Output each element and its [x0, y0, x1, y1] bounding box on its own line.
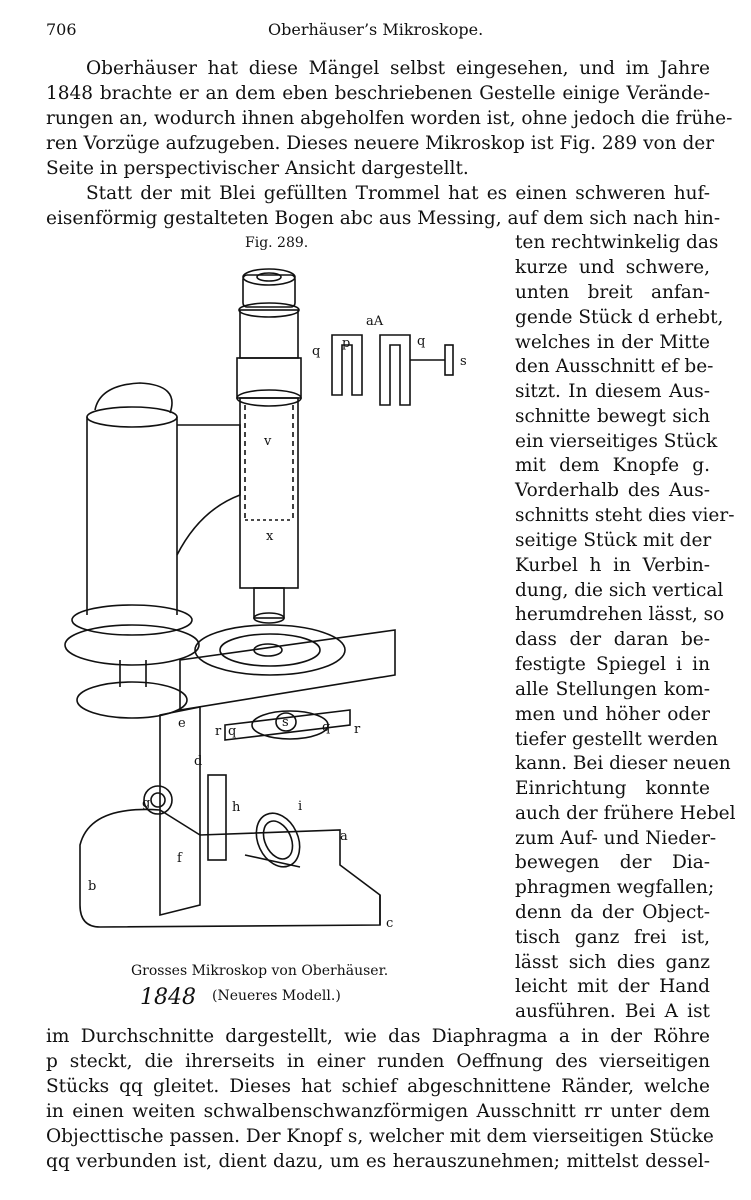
column-line: men und höher oder — [515, 704, 710, 725]
column-line: gende Stück d erhebt, — [515, 307, 724, 328]
column-line: unten breit anfan- — [515, 282, 710, 303]
text-line: Oberhäuser hat diese Mängel selbst eingesehen, und im Jahre — [86, 58, 710, 79]
label-d: d — [194, 754, 203, 769]
label-a: a — [340, 829, 348, 844]
microscope-illustration — [50, 255, 467, 955]
figure-label: Fig. 289. — [245, 235, 309, 251]
handwritten-note: 1848 — [140, 985, 196, 1010]
label-h: h — [232, 800, 241, 815]
label-b: b — [88, 879, 97, 894]
text-line: in einen weiten schwalbenschwanzförmigen Ausschnitt rr unter dem — [46, 1101, 710, 1122]
text-line: Statt der mit Blei gefüllten Trommel hat es einen schweren huf- — [86, 183, 710, 204]
column-line: ten rechtwinkelig das — [515, 232, 719, 253]
label-c: c — [386, 916, 394, 931]
column-line: dung, die sich vertical — [515, 580, 724, 601]
running-title: Oberhäuser’s Mikroskope. — [268, 20, 484, 39]
column-line: zum Auf- und Nieder- — [515, 828, 717, 849]
text-line: Objecttische passen. Der Knopf s, welcher mit dem vierseitigen Stücke — [46, 1126, 714, 1147]
column-line: dass der daran be- — [515, 629, 710, 650]
label-aA: aA — [366, 314, 384, 329]
column-line: festigte Spiegel i in — [515, 654, 710, 675]
label-s: s — [460, 354, 467, 369]
label-x: x — [266, 529, 274, 544]
column-line: Einrichtung konnte — [515, 778, 710, 799]
column-line: welches in der Mitte — [515, 332, 710, 353]
column-line: denn da der Object- — [515, 902, 710, 923]
text-line: rungen an, wodurch ihnen abgeholfen worden ist, ohne jedoch die frühe- — [46, 108, 733, 129]
label-r: r — [354, 722, 361, 737]
page-number: 706 — [46, 20, 77, 39]
text-line: qq verbunden ist, dient dazu, um es herauszunehmen; mittelst dessel- — [46, 1151, 710, 1172]
text-line: im Durchschnitte dargestellt, wie das Diaphragma a in der Röhre — [46, 1026, 710, 1047]
label-q: q — [228, 724, 237, 739]
label-g: g — [142, 796, 151, 811]
label-s: s — [282, 715, 289, 730]
column-line: ausführen. Bei A ist — [515, 1001, 710, 1022]
column-line: bewegen der Dia- — [515, 852, 710, 873]
column-line: auch der frühere Hebel — [515, 803, 736, 824]
label-f: f — [177, 851, 182, 866]
text-line: 1848 brachte er an dem eben beschriebenen Gestelle einige Verände- — [46, 83, 710, 104]
label-r: r — [215, 724, 222, 739]
label-i: i — [298, 799, 303, 814]
column-line: kann. Bei dieser neuen — [515, 753, 731, 774]
text-line: eisenförmig gestalteten Bogen abc aus Messing, auf dem sich nach hin- — [46, 208, 721, 229]
label-e: e — [178, 716, 186, 731]
label-q: q — [417, 334, 426, 349]
column-line: mit dem Knopfe g. — [515, 455, 710, 476]
column-line: lässt sich dies ganz — [515, 952, 710, 973]
label-p: p — [342, 336, 351, 351]
column-line: phragmen wegfallen; — [515, 877, 715, 898]
column-line: herumdrehen lässt, so — [515, 604, 725, 625]
column-line: Kurbel h in Verbin- — [515, 555, 710, 576]
column-line: schnitts steht dies vier- — [515, 505, 735, 526]
column-line: kurze und schwere, — [515, 257, 710, 278]
text-line: ren Vorzüge aufzugeben. Dieses neuere Mikroskop ist Fig. 289 von der — [46, 133, 715, 154]
label-v: v — [264, 434, 272, 449]
column-line: ein vierseitiges Stück — [515, 431, 718, 452]
figure-caption: Grosses Mikroskop von Oberhäuser. — [131, 963, 389, 979]
label-q: q — [312, 344, 321, 359]
text-line: Seite in perspectivischer Ansicht dargestellt. — [46, 158, 469, 179]
label-q: q — [322, 720, 331, 735]
text-line: Stücks qq gleitet. Dieses hat schief abgeschnittene Ränder, welche — [46, 1076, 710, 1097]
column-line: schnitte bewegt sich — [515, 406, 710, 427]
column-line: Vorderhalb des Aus- — [515, 480, 710, 501]
figure-subcaption: (Neueres Modell.) — [212, 988, 341, 1004]
column-line: tiefer gestellt werden — [515, 729, 718, 750]
text-line: p steckt, die ihrerseits in einer runden Oeffnung des vierseitigen — [46, 1051, 710, 1072]
column-line: den Ausschnitt ef be- — [515, 356, 714, 377]
column-line: leicht mit der Hand — [515, 976, 710, 997]
column-line: tisch ganz frei ist, — [515, 927, 710, 948]
column-line: seitige Stück mit der — [515, 530, 712, 551]
column-line: sitzt. In diesem Aus- — [515, 381, 710, 402]
column-line: alle Stellungen kom- — [515, 679, 710, 700]
